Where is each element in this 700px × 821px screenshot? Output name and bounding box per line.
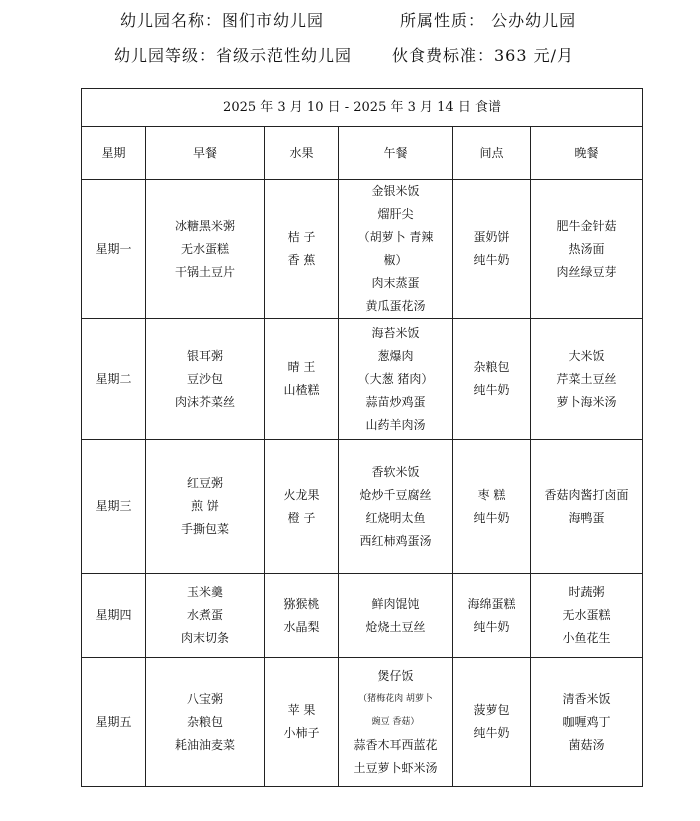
- menu-item: 无水蛋糕: [180, 241, 229, 256]
- menu-item-note: 豌豆 香菇）: [371, 716, 420, 727]
- menu-item: 杂粮包: [473, 360, 510, 374]
- menu-item: 橙 子: [287, 510, 316, 525]
- menu-item: 山药羊肉汤: [365, 417, 426, 432]
- menu-item: 香软米饭: [371, 464, 420, 479]
- table-row: [82, 658, 643, 787]
- menu-item: 豆沙包: [186, 371, 223, 386]
- day-cell: 星期二: [82, 319, 146, 440]
- menu-item: 蛋奶饼: [473, 230, 510, 244]
- day-cell: 星期一: [82, 180, 146, 319]
- menu-item: 肉末切条: [180, 631, 229, 645]
- menu-item: （胡萝卜 青辣: [357, 230, 434, 244]
- menu-item: 香 蕉: [287, 253, 316, 267]
- fruit-cell: [265, 574, 339, 658]
- menu-item: 咖喱鸡丁: [562, 714, 611, 729]
- menu-item: 海苔米饭: [371, 325, 420, 340]
- menu-item: 大米饭: [568, 348, 605, 363]
- menu-item: 小柿子: [283, 726, 320, 740]
- menu-item: 火龙果: [283, 487, 320, 502]
- breakfast-cell: [146, 574, 265, 658]
- menu-item: 肥牛金针菇: [556, 218, 617, 233]
- menu-item: 萝卜海米汤: [556, 394, 617, 409]
- menu-item: 冰糖黑米粥: [174, 218, 235, 233]
- table-row: [82, 180, 643, 319]
- table-row: [82, 440, 643, 574]
- dinner-cell: [531, 658, 643, 787]
- menu-item-note: （猪梅花肉 胡萝卜: [358, 693, 433, 704]
- menu-item: 纯牛奶: [473, 383, 510, 397]
- menu-item: 纯牛奶: [473, 510, 510, 525]
- day-cell: 星期三: [82, 440, 146, 574]
- snack-cell: [453, 180, 531, 319]
- menu-item: 苹 果: [287, 703, 316, 717]
- column-header-day: 星期: [82, 127, 146, 180]
- menu-item: 煎 饼: [191, 499, 219, 513]
- menu-item: 桔 子: [287, 230, 316, 244]
- menu-item: 手撕包菜: [180, 522, 229, 536]
- breakfast-cell: [146, 180, 265, 319]
- fruit-cell: [265, 319, 339, 440]
- snack-cell: [453, 658, 531, 787]
- snack-cell: [453, 574, 531, 658]
- breakfast-cell: [146, 319, 265, 440]
- dinner-cell: [531, 574, 643, 658]
- menu-item: 猕猴桃: [283, 596, 320, 611]
- menu-item: 金银米饭: [371, 184, 420, 198]
- day-cell: 星期五: [82, 658, 146, 787]
- dinner-cell: [531, 440, 643, 574]
- meal-fee-standard: 伙食费标准：363 元/月: [392, 46, 575, 65]
- column-header-snack: 间点: [453, 127, 531, 180]
- menu-item: 熘肝尖: [377, 207, 414, 221]
- menu-item: 晴 王: [287, 360, 316, 374]
- menu-title: 2025 年 3 月 10 日 - 2025 年 3 月 14 日 食谱: [82, 89, 643, 127]
- menu-item: 菌菇汤: [568, 737, 605, 752]
- menu-item: 炝炒千豆腐丝: [359, 487, 432, 502]
- menu-item: 芹菜土豆丝: [556, 371, 617, 386]
- menu-item: 椒）: [383, 253, 408, 267]
- day-cell: 星期四: [82, 574, 146, 658]
- table-row: [82, 574, 643, 658]
- menu-item: 蒜香木耳西蓝花: [353, 737, 438, 752]
- menu-item: 香菇肉酱打卤面: [544, 487, 629, 502]
- menu-item: 蒜苗炒鸡蛋: [365, 394, 426, 409]
- menu-item: 时蔬粥: [568, 585, 605, 599]
- menu-item: 水晶梨: [283, 619, 320, 634]
- column-header-lunch: 午餐: [339, 127, 453, 180]
- menu-item: 土豆萝卜虾米汤: [353, 760, 438, 775]
- menu-item: 小鱼花生: [562, 631, 611, 645]
- menu-item: 肉末蒸蛋: [371, 276, 420, 290]
- menu-item: 肉沫芥菜丝: [174, 394, 235, 409]
- lunch-cell: [339, 574, 453, 658]
- menu-item: 纯牛奶: [473, 253, 510, 267]
- column-header-breakfast: 早餐: [146, 127, 265, 180]
- snack-cell: [453, 440, 531, 574]
- breakfast-cell: [146, 440, 265, 574]
- menu-item: （大葱 猪肉）: [357, 371, 434, 386]
- kindergarten-name: 幼儿园名称：图们市幼儿园: [120, 11, 325, 30]
- lunch-cell: [339, 658, 453, 787]
- menu-item: 耗油油麦菜: [174, 737, 235, 752]
- lunch-cell: [339, 440, 453, 574]
- kindergarten-level: 幼儿园等级：省级示范性幼儿园: [114, 46, 353, 65]
- menu-item: 炝烧土豆丝: [365, 619, 426, 634]
- menu-item: 枣 糕: [477, 487, 506, 502]
- lunch-cell: [339, 180, 453, 319]
- menu-item: 无水蛋糕: [562, 608, 611, 622]
- column-header-fruit: 水果: [265, 127, 339, 180]
- menu-item: 黄瓜蛋花汤: [365, 299, 426, 313]
- menu-item: 八宝粥: [186, 691, 223, 706]
- menu-item: 海绵蛋糕: [467, 596, 516, 611]
- lunch-cell: [339, 319, 453, 440]
- menu-item: 鲜肉馄饨: [371, 596, 420, 611]
- menu-item: 水煮蛋: [186, 608, 223, 622]
- menu-item: 干锅土豆片: [174, 264, 235, 279]
- column-header-row: [82, 127, 643, 180]
- dinner-cell: [531, 319, 643, 440]
- menu-item: 银耳粥: [186, 348, 223, 363]
- dinner-cell: [531, 180, 643, 319]
- menu-item: 菠萝包: [473, 703, 510, 717]
- menu-item: 肉丝绿豆芽: [556, 264, 617, 279]
- breakfast-cell: [146, 658, 265, 787]
- menu-item: 热汤面: [568, 241, 605, 256]
- menu-item: 纯牛奶: [473, 726, 510, 740]
- menu-item: 煲仔饭: [377, 668, 414, 683]
- menu-item: 清香米饭: [562, 691, 611, 706]
- menu-item: 西红柿鸡蛋汤: [359, 533, 432, 548]
- menu-item: 杂粮包: [186, 714, 223, 729]
- menu-item: 纯牛奶: [473, 619, 510, 634]
- menu-item: 红豆粥: [186, 476, 223, 490]
- weekly-menu-table: [81, 88, 643, 787]
- snack-cell: [453, 319, 531, 440]
- menu-item: 红烧明太鱼: [365, 510, 426, 525]
- kindergarten-nature: 所属性质： 公办幼儿园: [400, 11, 577, 30]
- menu-item: 玉米羹: [186, 585, 223, 599]
- column-header-dinner: 晚餐: [531, 127, 643, 180]
- table-row: [82, 319, 643, 440]
- fruit-cell: [265, 658, 339, 787]
- fruit-cell: [265, 180, 339, 319]
- menu-item: 山楂糕: [283, 383, 320, 397]
- menu-item: 葱爆肉: [377, 348, 414, 363]
- fruit-cell: [265, 440, 339, 574]
- menu-item: 海鸭蛋: [568, 510, 605, 525]
